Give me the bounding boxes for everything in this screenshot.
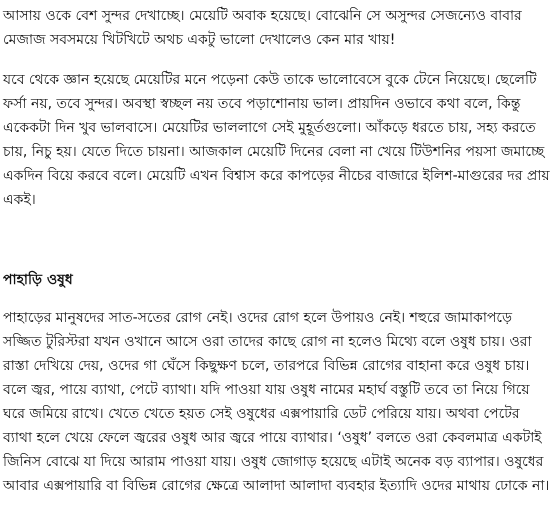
- section-heading: পাহাড়ি ওষুধ: [3, 272, 73, 288]
- paragraph-3: পাহাড়ের মানুষদের সাত-সতের রোগ নেই। ওদের রোগ হলে উপায়ও নেই। শহুরে জামাকাপড়ে সজ্জিত টুরিস্টরা যখন ওখানে আসে ওরা তাদের কাছে রোগ না হলেও মিথ্যে বলে ওষুধ চায়। ওরা রাস্তা দেখিয়ে দেয়, ওদের গা ঘেঁসে কিছুক্ষণ চলে, তারপরে বিভিন্ন রোগের বাহানা করে ওষুধ চায়। বলে জ্বর, পায়ে ব্যাথা, পেটে ব্যাথা। যদি পাওয়া যায় ওষুধ নামের মহার্ঘ বস্তুটি তবে তা নিয়ে গিয়ে ঘরে জমিয়ে রাখে। খেতে খেতে হয়ত সেই ওষুধের এক্সপায়ারি ডেট পেরিয়ে যায়। অথবা পেটের ব্যাথা হলে খেয়ে ফেলে জ্বরের ওষুধ আর জ্বরে পায়ে ব্যাথার। ‘ওষুধ’ বলতে ওরা কেবলমাত্র একটাই জিনিস বোঝে যা দিয়ে আরাম পাওয়া যায়। ওষুধ জোগাড় হয়েছে এটাই অনেক বড় ব্যাপার। ওষুধের আবার এক্সপায়ারি বা বিভিন্ন রোগের ক্ষেত্রে আলাদা আলাদা ব্যবহার ইত্যাদি ওদের মাথায় ঢোকে না।: [3, 310, 550, 494]
- document-page: [3, 4, 551, 498]
- paragraph-2: যবে থেকে জ্ঞান হয়েছে মেয়েটির মনে পড়েনা কেউ তাকে ভালোবেসে বুকে টেনে নিয়েছে। ছেলেটি ফর্সা নয়, তবে সুন্দর। অবস্থা স্বচ্ছল নয় তবে পড়াশোনায় ভাল। প্রায়দিন ওভাবে কথা বলে, কিন্তু একেকটা দিন খুব ভালবাসে। মেয়েটির ভাললাগে সেই মুহূর্তগুলো। আঁকড়ে ধরতে চায়, সহ্য করতে চায়, নিচু হয়। যেতে দিতে চায়না। আজকাল মেয়েটি দিনের বেলা না খেয়ে টিউশনির পয়সা জমাচ্ছে একদিন বিয়ে করবে বলে। মেয়েটি এখন বিশ্বাস করে কাপড়ের নীচের বাজারে ইলিশ-মাগুরের দর প্রায় একই।: [3, 72, 550, 208]
- paragraph-1: আসায় ওকে বেশ সুন্দর দেখাচ্ছে। মেয়েটি অবাক হয়েছে। বোঝেনি সে অসুন্দর সেজন্যেও বাবার মেজাজ সবসময়ে খিটখিটে অথচ একটু ভালো দেখালেও কেন মার খায়!: [3, 8, 522, 48]
